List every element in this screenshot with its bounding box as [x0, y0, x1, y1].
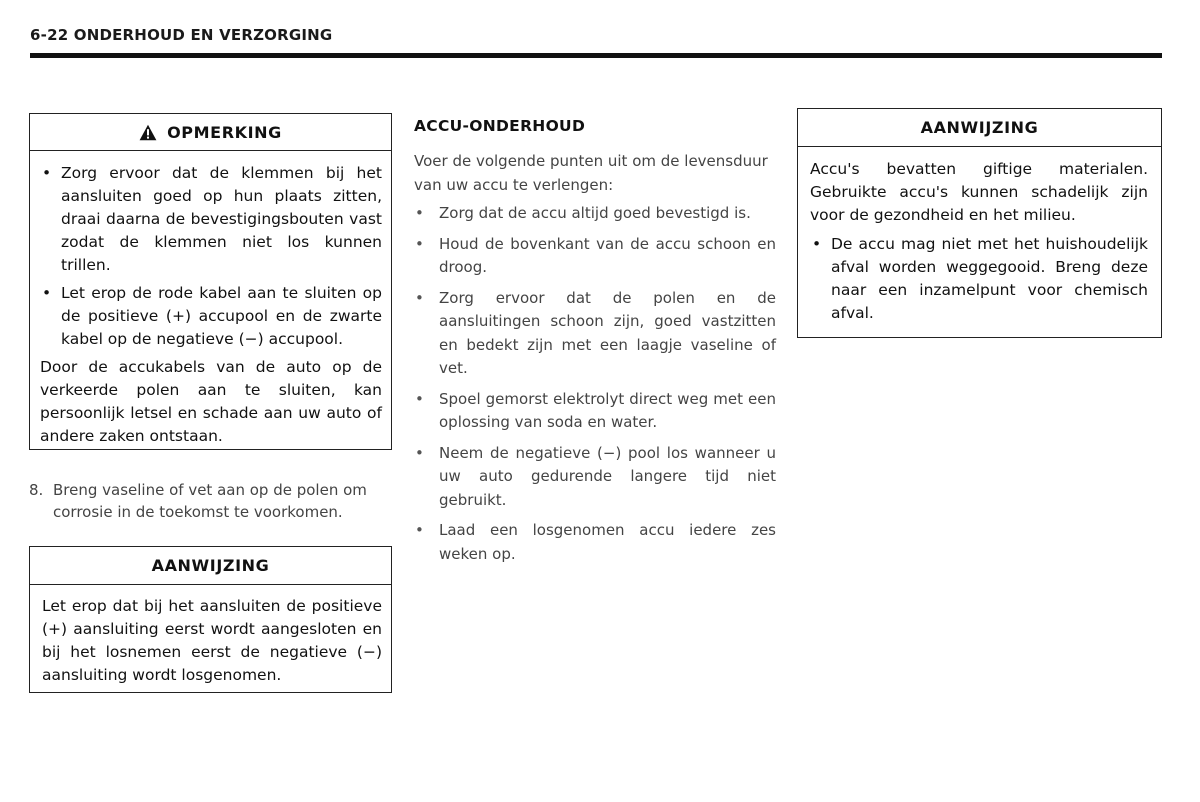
- tip-box-right: [797, 108, 1162, 338]
- step-text: Breng vaseline of vet aan op de polen om corrosie in de toekomst te voorkomen.: [53, 481, 367, 521]
- tip-paragraph: Let erop dat bij het aansluiten de positieve (+) aansluiting eerst wordt aangesloten en bij het losnemen eerst de negatieve (−) aansluiting wordt losgenomen.: [42, 597, 382, 684]
- warning-box-title: OPMERKING: [167, 122, 282, 142]
- tip-box-left-body: [30, 585, 391, 687]
- page-header: [30, 26, 1162, 58]
- warning-paragraph: Door de accukabels van de auto op de verkeerde polen aan te sluiten, kan persoonlijk letsel en schade aan uw auto of andere zaken ontstaan.: [40, 358, 382, 445]
- maintenance-bullet: • Zorg ervoor dat de polen en de aansluitingen schoon zijn, goed vastzitten en bedekt zijn met een laagje vaseline of vet.: [414, 287, 776, 381]
- warning-box-body: [30, 162, 391, 448]
- warning-bullet-list: [40, 162, 382, 351]
- tip-right-bullet: • De accu mag niet met het huishoudelijk afval worden weggegooid. Breng deze naar een inzamelpunt voor chemisch afval.: [810, 233, 1148, 325]
- tip-box-right-title: AANWIJZING: [920, 118, 1039, 137]
- tip-right-paragraph: Accu's bevatten giftige materialen. Gebruikte accu's kunnen schadelijk zijn voor de gezondheid en het milieu.: [810, 160, 1148, 224]
- section-intro: Voer de volgende punten uit om de levensduur van uw accu te verlengen:: [414, 152, 768, 194]
- warning-triangle-icon: [139, 124, 157, 141]
- maintenance-bullet-list: [414, 202, 776, 573]
- tip-right-bullet-list: [810, 233, 1148, 325]
- warning-bullet: • Zorg ervoor dat de klemmen bij het aansluiten goed op hun plaats zitten, draai daarna de bevestigingsbouten vast zodat de klemmen niet los kunnen trillen.: [40, 162, 382, 277]
- maintenance-bullet: • Zorg dat de accu altijd goed bevestigd is.: [414, 202, 776, 226]
- tip-box-right-header: [798, 109, 1161, 147]
- tip-box-left-header: [30, 547, 391, 585]
- step-number: 8.: [29, 481, 44, 499]
- page-header-title: 6-22 ONDERHOUD EN VERZORGING: [30, 26, 333, 44]
- maintenance-bullet: • Laad een losgenomen accu iedere zes weken op.: [414, 519, 776, 566]
- maintenance-bullet: • Spoel gemorst elektrolyt direct weg met een oplossing van soda en water.: [414, 388, 776, 435]
- warning-bullet: • Let erop de rode kabel aan te sluiten op de positieve (+) accupool en de zwarte kabel op de negatieve (−) accupool.: [40, 282, 382, 351]
- step-item: [29, 479, 392, 523]
- tip-box-left: [29, 546, 392, 693]
- section-heading: ACCU-ONDERHOUD: [414, 117, 586, 135]
- maintenance-bullet: • Houd de bovenkant van de accu schoon en droog.: [414, 233, 776, 280]
- tip-box-left-title: AANWIJZING: [151, 556, 270, 575]
- tip-box-right-body: [798, 147, 1161, 325]
- warning-box: [29, 113, 392, 450]
- warning-box-header: [30, 114, 391, 151]
- header-rule: [30, 53, 1162, 58]
- maintenance-bullet: • Neem de negatieve (−) pool los wanneer u uw auto gedurende langere tijd niet gebruikt.: [414, 442, 776, 513]
